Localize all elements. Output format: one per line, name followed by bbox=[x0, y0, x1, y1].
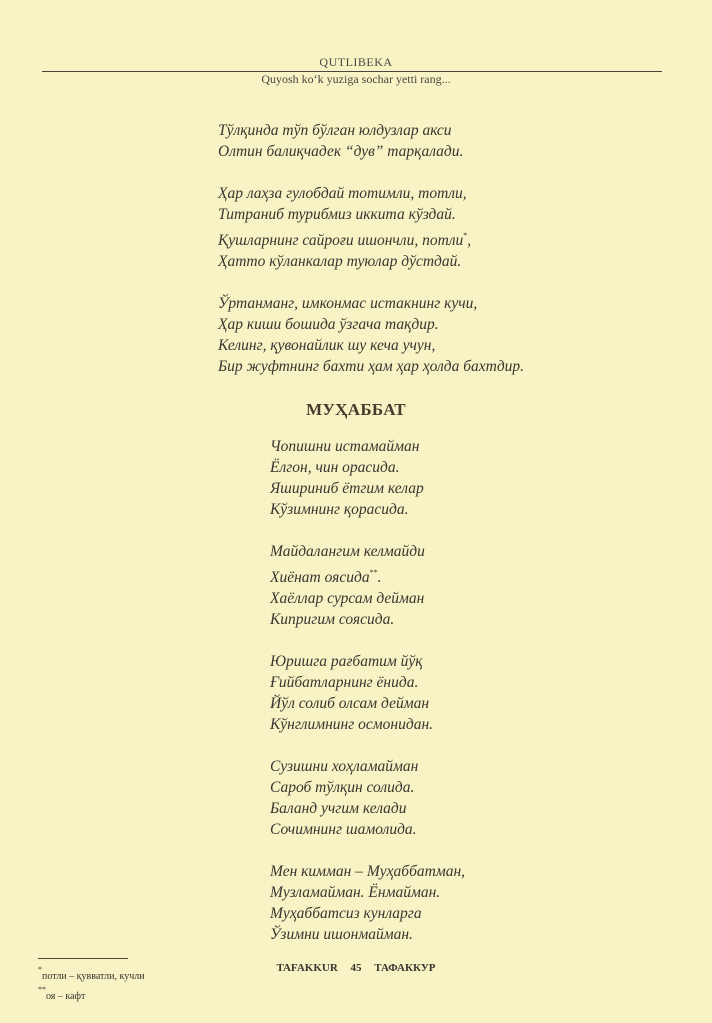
poem-untitled bbox=[218, 120, 524, 398]
poem-line-text: Қушларнинг сайроғи ишончли, потли bbox=[218, 232, 464, 249]
stanza bbox=[270, 756, 465, 840]
poem-line: Бир жуфтнинг бахти ҳам ҳар ҳолда бахтдир. bbox=[218, 358, 525, 375]
poem-line: Музламайман. Ёнмайман. bbox=[270, 884, 441, 901]
poem-line: Титраниб турибмиз иккита кўздай. bbox=[218, 206, 456, 223]
poem-line: Юришга рағбатим йўқ bbox=[270, 653, 423, 670]
poem-line: Олтин балиқчадек “дув” тарқалади. bbox=[218, 143, 464, 160]
stanza bbox=[218, 120, 524, 162]
poem-line: Кўнглимнинг осмонидан. bbox=[270, 716, 434, 733]
poem-line: Йўл солиб олсам дейман bbox=[270, 695, 430, 712]
poem-line: Ғийбатларнинг ёнида. bbox=[270, 674, 419, 691]
footnote-mark: * bbox=[38, 965, 42, 974]
footnote-text: потли – қувватли, кучли bbox=[42, 971, 145, 982]
poem-line: Тўлқинда тўп бўлган юлдузлар акси bbox=[218, 122, 452, 139]
footnote-marker: ** bbox=[369, 568, 378, 577]
stanza bbox=[270, 541, 465, 630]
page-footer bbox=[0, 962, 712, 974]
poem-line: Мен кимман – Муҳаббатман, bbox=[270, 863, 466, 880]
stanza bbox=[218, 293, 524, 377]
footnote-text: оя – кафт bbox=[46, 991, 86, 1002]
poem-line: Чопишни истамайман bbox=[270, 438, 420, 455]
poem-line: Ҳатто кўланкалар туюлар дўстдай. bbox=[218, 253, 462, 270]
poem-line-text: Хиёнат оясида bbox=[270, 569, 370, 586]
running-header-subtitle: Quyosh ko‘k yuziga sochar yetti rang... bbox=[261, 72, 451, 86]
poem-line: Майдалангим келмайди bbox=[270, 543, 425, 560]
footnote-marker: * bbox=[463, 231, 468, 240]
poem-line: Сароб тўлқин солида. bbox=[270, 779, 415, 796]
poem-line: Ҳар киши бошида ўзгача тақдир. bbox=[218, 316, 439, 333]
stanza bbox=[270, 436, 465, 520]
running-header-title: QUTLIBEKA bbox=[319, 55, 393, 69]
footer-left: TAFAKKUR bbox=[276, 962, 338, 974]
poem-line: Ўзимни ишонмайман. bbox=[270, 926, 413, 943]
poem-line: Кўзимнинг қорасида. bbox=[270, 501, 409, 518]
poem-line: Ёлгон, чин орасида. bbox=[270, 459, 400, 476]
poem-muhabbat bbox=[270, 436, 465, 966]
poem-line: Хаёллар сурсам дейман bbox=[270, 590, 425, 607]
stanza bbox=[270, 651, 465, 735]
poem-title: МУҲАББАТ bbox=[306, 400, 406, 419]
stanza bbox=[218, 183, 524, 272]
poem-line: Келинг, қувонайлик шу кеча учун, bbox=[218, 337, 436, 354]
line-period: . bbox=[377, 569, 382, 586]
poem-line: Яшириниб ётгим келар bbox=[270, 480, 424, 497]
poem-line: Кипригим соясида. bbox=[270, 611, 395, 628]
poem-line: Ўртанманг, имконмас истакнинг кучи, bbox=[218, 295, 478, 312]
poem-line: Ҳар лаҳза гулобдай тотимли, тотли, bbox=[218, 185, 467, 202]
footnote-rule bbox=[38, 958, 128, 959]
stanza bbox=[270, 861, 465, 945]
poem-line: Баланд учгим келади bbox=[270, 800, 407, 817]
poem-line-with-footnote: Қушларнинг сайроғи ишончли, потли*, bbox=[218, 231, 472, 249]
footer-right: ТАФАККУР bbox=[374, 962, 436, 974]
page-number: 45 bbox=[350, 962, 362, 974]
poem-line: Сузишни хоҳламайман bbox=[270, 758, 419, 775]
poem-line-with-footnote bbox=[270, 562, 465, 588]
footnote-mark: ** bbox=[38, 985, 46, 994]
poem-line: Сочимнинг шамолида. bbox=[270, 821, 417, 838]
poem-line: Муҳаббатсиз кунларга bbox=[270, 905, 422, 922]
footnote bbox=[38, 985, 85, 1002]
